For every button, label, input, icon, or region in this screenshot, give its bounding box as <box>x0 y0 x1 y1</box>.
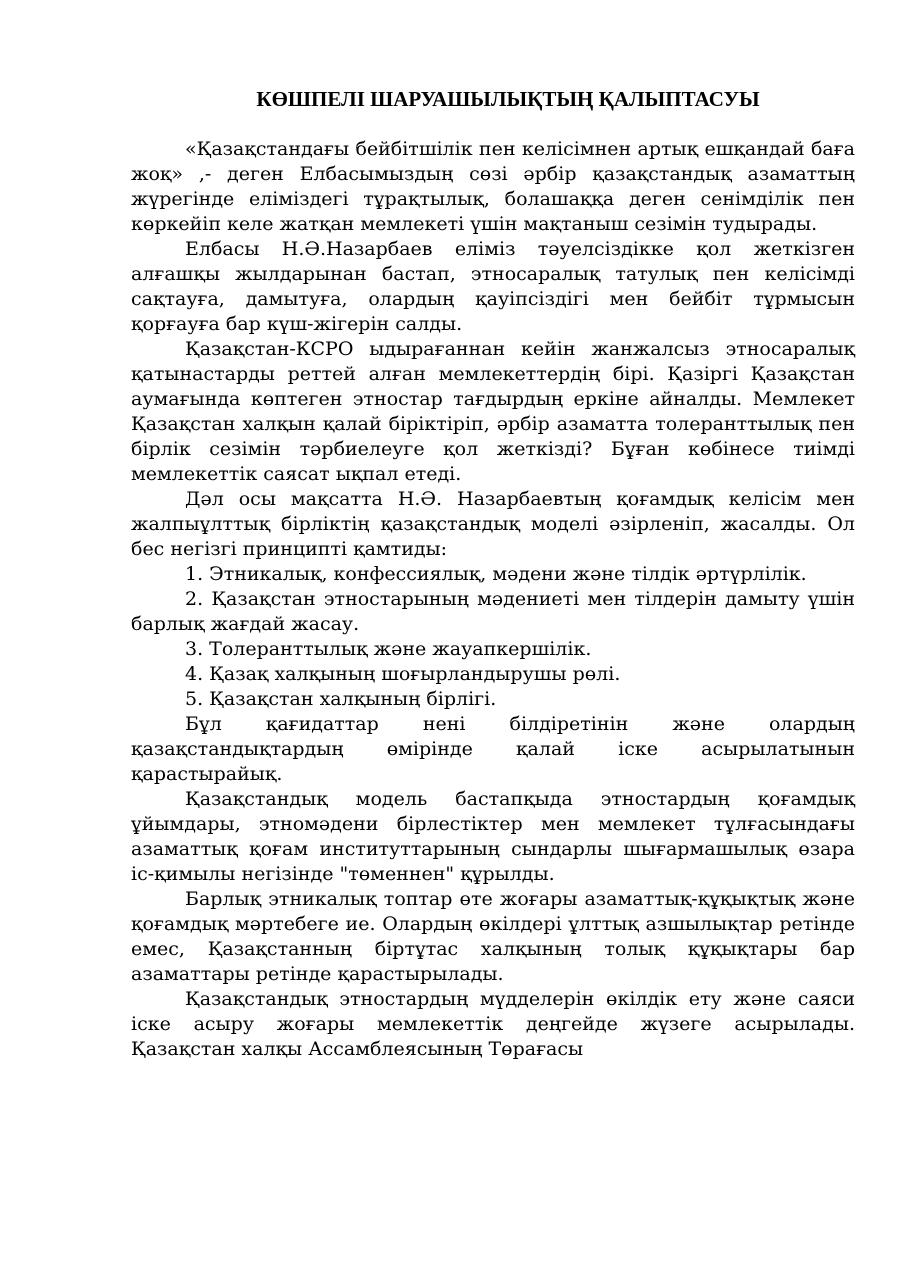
document-body <box>131 86 855 1062</box>
paragraph-independence: Елбасы Н.Ә.Назарбаев еліміз тәуелсіздікке қол жеткізген алғашқы жылдарынан бастап, этносаралық татулық пен келісімді сақтауға, дамытуға, олардың қауіпсіздігі мен бейбіт тұрмысын қорғауға бар күш-жігерін салды. <box>131 238 855 335</box>
paragraph-representation: Қазақстандық этностардың мүдделерін өкілдік ету және саяси іске асыру жоғары мемлекеттік деңгейде жүзеге асырылады. Қазақстан халқы Ассамблеясының Төрағасы <box>131 988 855 1060</box>
paragraph-ussr-collapse: Қазақстан-КСРО ыдырағаннан кейін жанжалсыз этносаралық қатынастарды реттей алған мемлекеттердің бірі. Қазіргі Қазақстан аумағында көптеген этностар тағдырдың еркіне айналды. Мемлекет Қазақстан халқын қалай біріктіріп, әрбір азаматта толеранттылық пен бірлік сезімін тәрбиелеуге қол жеткізді? Бұған көбінесе тиімді мемлекеттік саясат ықпал етеді. <box>131 338 855 485</box>
principle-item-1: 1. Этникалық, конфессиялық, мәдени және тілдік әртүрлілік. <box>185 563 807 585</box>
paragraph-model-intro: Дәл осы мақсатта Н.Ә. Назарбаевтың қоғамдық келісім мен жалпыұлттық бірліктің қазақстандық моделі әзірленіп, жасалды. Ол бес негізгі принципті қамтиды: <box>131 488 855 560</box>
paragraph-intro-quote: «Қазақстандағы бейбітшілік пен келісімнен артық ешқандай баға жоқ» ,- деген Елбасымыздың сөзі әрбір қазақстандық азаматтың жүрегінде еліміздегі тұрақтылық, болашаққа деген сенімділік пен көркейіп келе жатқан мемлекеті үшін мақтаныш сезімін тудырады. <box>131 138 855 235</box>
principle-item-4: 4. Қазақ халқының шоғырландырушы рөлі. <box>185 663 621 685</box>
principle-item-2: 2. Қазақстан этностарының мәдениеті мен тілдерін дамыту үшін барлық жағдай жасау. <box>131 588 855 635</box>
paragraph-principles-explained: Бұл қағидаттар нені білдіретінін және олардың қазақстандықтардың өмірінде қалай іске асырылатынын қарастырайық. <box>131 713 855 785</box>
principle-item-3: 3. Толеранттылық және жауапкершілік. <box>185 638 592 660</box>
document-title: КӨШПЕЛІ ШАРУАШЫЛЫҚТЫҢ ҚАЛЫПТАСУЫ <box>256 87 760 111</box>
principle-item-5: 5. Қазақстан халқының бірлігі. <box>185 688 497 710</box>
paragraph-ethnic-status: Барлық этникалық топтар өте жоғары азаматтық-құқықтық және қоғамдық мәртебеге ие. Олардың өкілдері ұлттық азшылықтар ретінде емес, Қазақстанның біртұтас халқының толық құқықтары бар азаматтары ретінде қарастырылады. <box>131 888 855 985</box>
paragraph-bottom-up-model: Қазақстандық модель бастапқыда этностардың қоғамдық ұйымдары, этномәдени бірлестіктер мен мемлекет тұлғасындағы азаматтық қоғам институттарының сындарлы шығармашылық өзара іс-қимылы негізінде "төменнен" құрылды. <box>131 788 855 885</box>
